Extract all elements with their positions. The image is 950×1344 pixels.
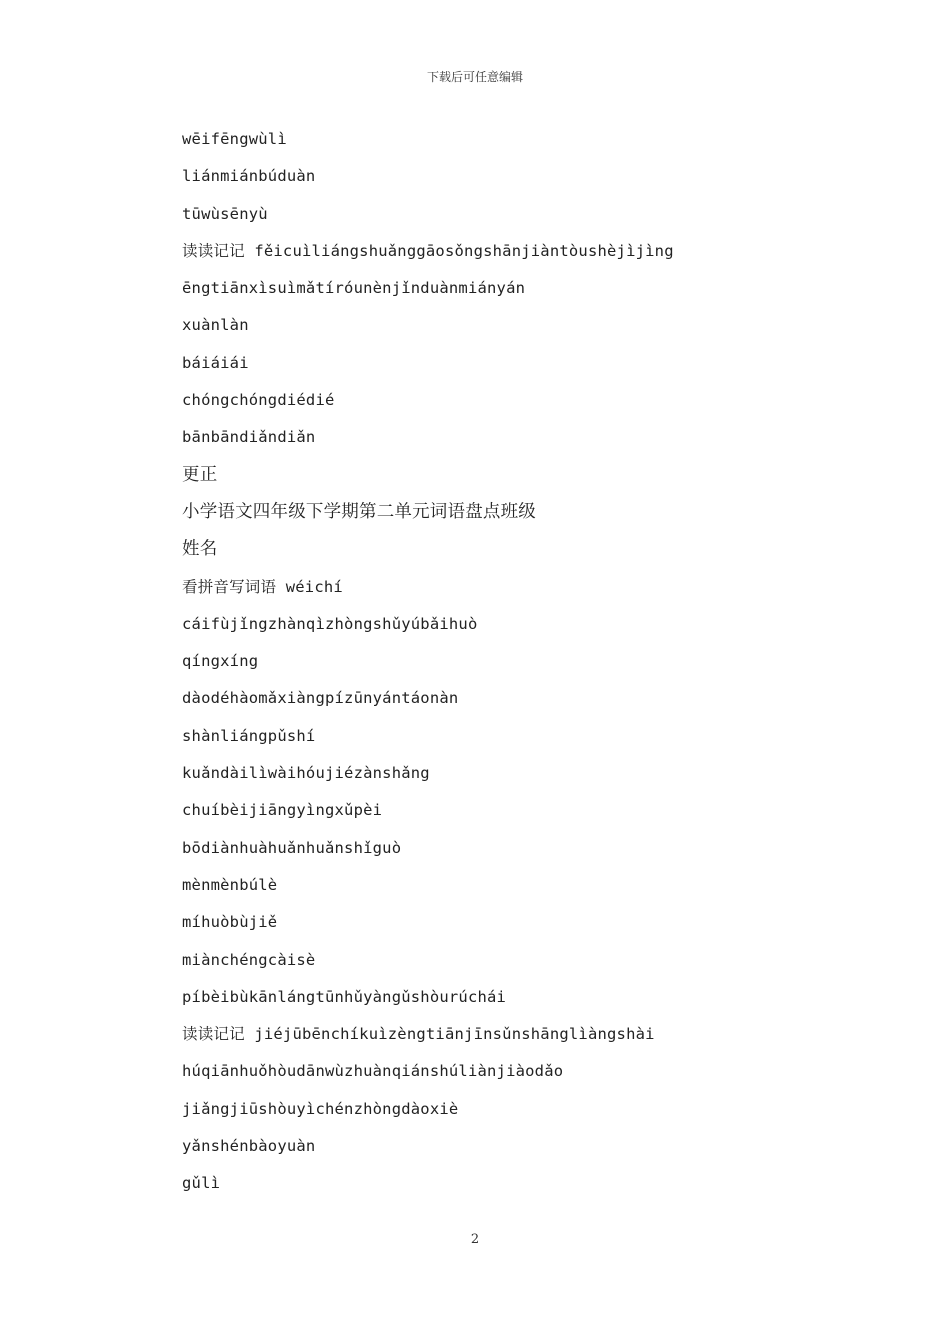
- text-line: bānbāndiǎndiǎn: [182, 428, 316, 447]
- text-line: bōdiànhuàhuǎnhuǎnshǐguò: [182, 838, 402, 857]
- page-content: [182, 127, 782, 1209]
- text-line: mènmènbúlè: [182, 875, 278, 894]
- text-line: píbèibùkānlángtūnhǔyàngǔshòurúchái: [182, 987, 507, 1006]
- text-line: chuíbèijiāngyìngxǔpèi: [182, 801, 383, 820]
- text-line: miànchéngcàisè: [182, 950, 316, 969]
- text-line: tūwùsēnyù: [182, 204, 268, 223]
- text-line: shànliángpǔshí: [182, 726, 316, 745]
- text-line: yǎnshénbàoyuàn: [182, 1137, 316, 1156]
- text-line: 看拼音写词语 wéichí: [182, 577, 343, 596]
- text-line: gǔlì: [182, 1174, 221, 1193]
- text-line: xuànlàn: [182, 316, 249, 335]
- text-line: báiáiái: [182, 353, 249, 372]
- text-line: 读读记记 fěicuìliángshuǎnggāosǒngshānjiàntòushèjìjìng: [182, 241, 674, 260]
- text-line: kuǎndàilìwàihóujiézànshǎng: [182, 764, 430, 783]
- text-line: cáifùjǐngzhànqìzhòngshǔyúbǎihuò: [182, 614, 478, 633]
- correction-heading: 更正: [182, 464, 218, 485]
- name-label: 姓名: [182, 539, 218, 560]
- section-title: 小学语文四年级下学期第二单元词语盘点班级: [182, 501, 536, 522]
- text-line: míhuòbùjiě: [182, 913, 278, 932]
- text-line: jiǎngjiūshòuyìchénzhòngdàoxiè: [182, 1099, 459, 1118]
- text-line: liánmiánbúduàn: [182, 167, 316, 186]
- page-header: 下载后可任意编辑: [426, 70, 523, 84]
- text-line: ēngtiānxìsuìmǎtíróunènjǐnduànmiányán: [182, 279, 526, 298]
- text-line: 读读记记 jiéjūbēnchíkuìzèngtiānjīnsǔnshānglìàngshài: [182, 1025, 655, 1044]
- page-number: 2: [470, 1232, 480, 1247]
- text-line: dàodéhàomǎxiàngpízūnyántáonàn: [182, 689, 459, 708]
- text-line: wēifēngwùlì: [182, 130, 287, 148]
- text-line: húqiānhuǒhòudānwùzhuànqiánshúliànjiàodǎo: [182, 1062, 564, 1081]
- text-line: chóngchóngdiédié: [182, 391, 335, 410]
- text-line: qíngxíng: [182, 652, 259, 671]
